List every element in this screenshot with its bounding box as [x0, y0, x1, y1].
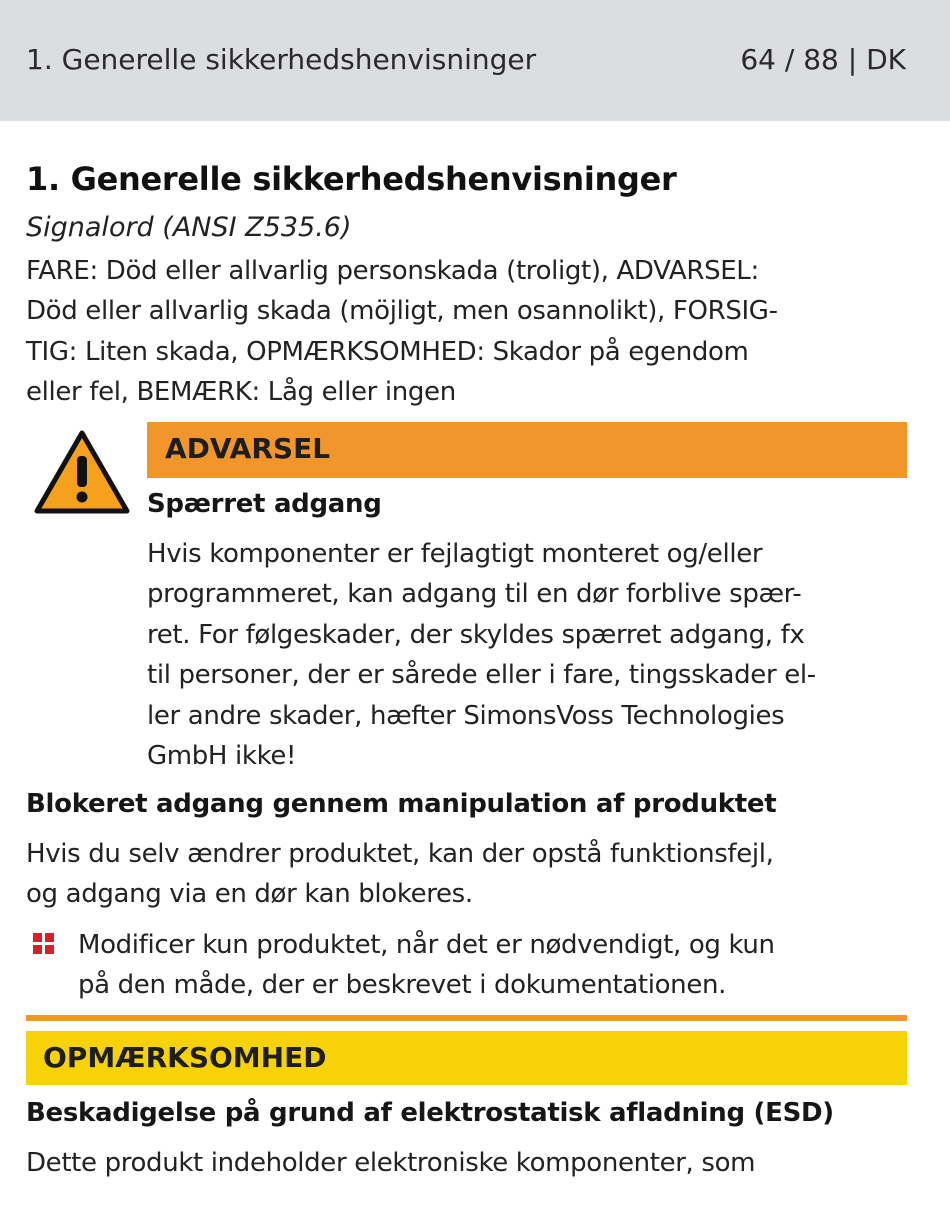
text-line: og adgang via en dør kan blokeres. — [26, 879, 473, 910]
header-page-info: 64 / 88 | DK — [740, 43, 906, 76]
warning-text — [147, 534, 917, 776]
red-squares-bullet-icon — [33, 933, 55, 955]
notice-label-bar — [26, 1031, 907, 1085]
text-line: GmbH ikke! — [147, 741, 297, 772]
text-line: Hvis komponenter er fejlagtigt monteret og/eller — [147, 539, 763, 569]
warning-label: ADVARSEL — [165, 432, 331, 465]
text-line: Dette produkt indeholder elektroniske komponenter, som — [26, 1148, 756, 1178]
warning-label-bar — [147, 422, 907, 478]
notice-text — [26, 1143, 926, 1183]
notice-title: Beskadigelse på grund af elektrostatisk afladning (ESD) — [26, 1098, 834, 1128]
warning-title: Spærret adgang — [147, 489, 382, 519]
page-header — [0, 0, 950, 121]
notice-label: OPMÆRKSOMHED — [43, 1041, 327, 1074]
text-line: ret. For følgeskader, der skyldes spærret adgang, fx — [147, 619, 805, 650]
text-line: TIG: Liten skada, OPMÆRKSOMHED: Skador på egendom — [26, 336, 749, 367]
bullet-text — [78, 925, 928, 1006]
text-line: FARE: Död eller allvarlig personskada (troligt), ADVARSEL: — [26, 256, 759, 286]
text-line: til personer, der er sårede eller i fare, tingsskader el- — [147, 660, 816, 691]
blocked-access-title: Blokeret adgang gennem manipulation af produktet — [26, 789, 777, 819]
divider — [26, 1015, 907, 1021]
text-line: på den måde, der er beskrevet i dokumentationen. — [78, 970, 727, 1001]
blocked-access-text — [26, 834, 926, 915]
text-line: eller fel, BEMÆRK: Låg eller ingen — [26, 377, 456, 408]
text-line: Hvis du selv ændrer produktet, kan der opstå funktionsfejl, — [26, 839, 774, 869]
header-section-title: 1. Generelle sikkerhedshenvisninger — [26, 43, 537, 76]
text-line: Död eller allvarlig skada (möjligt, men osannolikt), FORSIG- — [26, 296, 778, 327]
signal-words-text — [26, 251, 926, 413]
text-line: ler andre skader, hæfter SimonsVoss Technologies — [147, 700, 785, 731]
section-heading: 1. Generelle sikkerhedshenvisninger — [26, 160, 677, 198]
warning-triangle-icon — [33, 428, 131, 516]
text-line: programmeret, kan adgang til en dør forblive spær- — [147, 579, 802, 610]
text-line: Modificer kun produktet, når det er nødvendigt, og kun — [78, 930, 775, 960]
signal-words-title: Signalord (ANSI Z535.6) — [26, 212, 352, 243]
